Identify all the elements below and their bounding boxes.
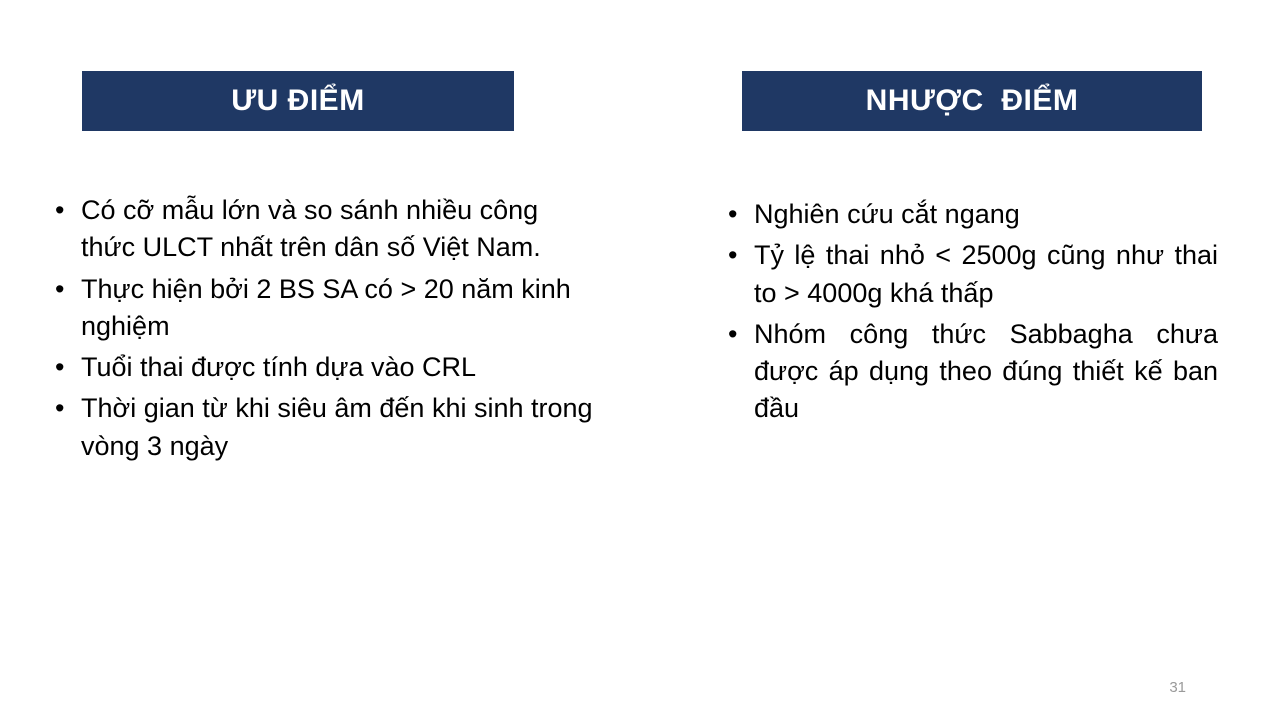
- list-item-text: Có cỡ mẫu lớn và so sánh nhiều công thức ULCT nhất trên dân số Việt Nam.: [81, 195, 541, 263]
- page-number: 31: [1169, 679, 1186, 696]
- advantages-bullet-list: [55, 192, 595, 469]
- list-item-text: Thời gian từ khi siêu âm đến khi sinh trong vòng 3 ngày: [81, 393, 593, 461]
- disadvantages-header-bar: [742, 71, 1202, 131]
- list-item-text: Tuổi thai được tính dựa vào CRL: [81, 352, 477, 382]
- list-item: [55, 271, 595, 346]
- list-item: [728, 237, 1218, 312]
- list-item: [55, 390, 595, 465]
- bullet-icon: •: [728, 199, 738, 229]
- bullet-icon: •: [55, 195, 65, 225]
- advantages-header-title: ƯU ĐIỂM: [231, 84, 365, 117]
- list-item-text: Nghiên cứu cắt ngang: [754, 199, 1020, 229]
- list-item-text: Nhóm công thức Sabbagha chưa được áp dụng theo đúng thiết kế ban đầu: [754, 318, 1218, 424]
- list-item: [728, 316, 1218, 428]
- disadvantages-bullet-list: [728, 196, 1218, 432]
- disadvantages-header-title: NHƯỢC ĐIỂM: [865, 84, 1079, 117]
- bullet-icon: •: [728, 240, 738, 271]
- list-item-text: Thực hiện bởi 2 BS SA có > 20 năm kinh nghiệm: [81, 273, 571, 341]
- list-item: [728, 196, 1218, 233]
- bullet-icon: •: [55, 393, 65, 424]
- bullet-icon: •: [55, 352, 65, 382]
- list-item-text: Tỷ lệ thai nhỏ < 2500g cũng như thai to > 4000g khá thấp: [754, 240, 1218, 308]
- advantages-header-bar: [82, 71, 514, 131]
- bullet-icon: •: [55, 273, 65, 304]
- bullet-icon: •: [728, 318, 738, 349]
- list-item: [55, 192, 595, 267]
- list-item: [55, 349, 595, 386]
